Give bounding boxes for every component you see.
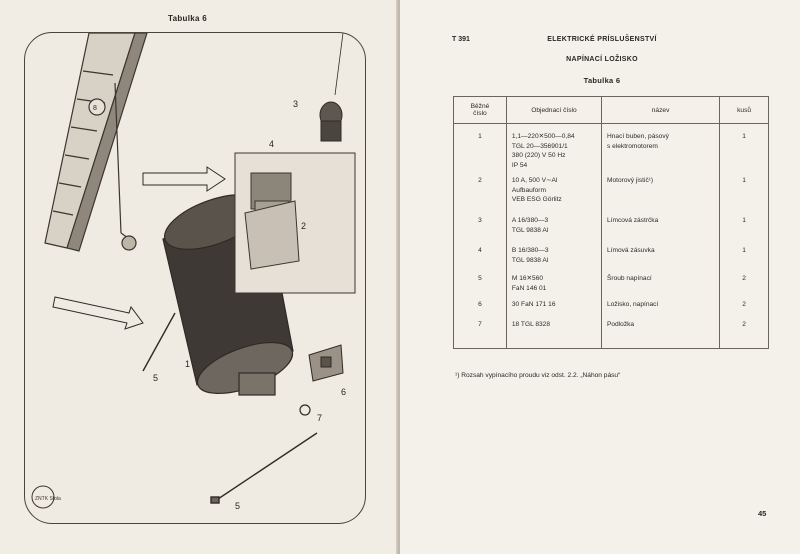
cell-number: 7: [454, 316, 507, 349]
callout-7: 7: [317, 413, 323, 423]
cell-number: 1: [454, 124, 507, 173]
cell-order-number: A 16/380—3 TGL 9838 Al: [506, 212, 601, 242]
cell-name: Límová zásuvka: [601, 242, 719, 270]
callout-2: 2: [301, 221, 307, 231]
cell-name: Hnací buben, pásový s elektromotorem: [601, 124, 719, 173]
plug-illustration: [320, 33, 343, 141]
cell-name: Šroub napínací: [601, 270, 719, 296]
callout-5-lower: 5: [235, 501, 241, 511]
table-row: [454, 212, 769, 242]
table-row: [454, 316, 769, 349]
table-row: [454, 270, 769, 296]
cell-quantity: 1: [720, 212, 769, 242]
callout-5-upper: 5: [153, 373, 159, 383]
column-header-order-number: Objednací číslo: [506, 97, 601, 124]
cell-quantity: 1: [720, 242, 769, 270]
table-row: [454, 124, 769, 173]
cell-order-number: M 16✕560 FaN 146 01: [506, 270, 601, 296]
stamp-text: ZNTK Stola: [35, 496, 61, 502]
cell-number: 3: [454, 212, 507, 242]
cell-name: Motorový jistič¹): [601, 172, 719, 212]
cell-number: 4: [454, 242, 507, 270]
footnote: ¹) Rozsah vypínacího proudu viz odst. 2.2. „Náhon pásu“: [455, 372, 621, 379]
cell-quantity: 2: [720, 316, 769, 349]
document-code: T 391: [452, 36, 470, 43]
column-header-name: název: [601, 97, 719, 124]
left-page: [0, 0, 398, 554]
cell-number: 2: [454, 172, 507, 212]
conveyor-illustration: [45, 33, 147, 251]
cell-quantity: 1: [720, 124, 769, 173]
publisher-stamp: [32, 486, 61, 508]
cell-order-number: 10 A, 500 V∼Al Aufbauform VEB ESG Görlitz: [506, 172, 601, 212]
cell-number: 5: [454, 270, 507, 296]
callout-4: 4: [269, 139, 275, 149]
column-header-quantity: kusů: [720, 97, 769, 124]
callout-6: 6: [341, 387, 347, 397]
column-header-number: Běžné číslo: [454, 97, 507, 124]
table-row: [454, 296, 769, 316]
washer-illustration: [300, 405, 310, 415]
callout-1: 1: [185, 359, 191, 369]
section-heading: ELEKTRICKÉ PRÍSLUŠENSTVÍ: [547, 36, 657, 43]
table-row: [454, 172, 769, 212]
cell-quantity: 2: [720, 270, 769, 296]
table-header-row: [454, 97, 769, 124]
right-table-title: Tabulka 6: [583, 76, 621, 85]
left-table-title: Tabulka 6: [168, 14, 208, 23]
page-number: 45: [758, 509, 767, 518]
callout-3: 3: [293, 99, 299, 109]
cell-name: Podložka: [601, 316, 719, 349]
section-subheading: NAPÍNACÍ LOŽISKO: [566, 56, 638, 63]
cell-order-number: 30 FaN 171 16: [506, 296, 601, 316]
svg-text:8: 8: [93, 105, 97, 112]
table-row: [454, 242, 769, 270]
cell-name: Ložisko, napínací: [601, 296, 719, 316]
cell-name: Límcová zástrčka: [601, 212, 719, 242]
switch-box-illustration: [235, 153, 355, 293]
cell-order-number: 18 TGL 8328: [506, 316, 601, 349]
cell-quantity: 2: [720, 296, 769, 316]
tension-bearing-illustration: [309, 345, 343, 381]
parts-table: [453, 96, 769, 349]
cell-order-number: 1,1—220✕500—0,84 TGL 20—356901/1 380 (220) V 50 Hz IP 54: [506, 124, 601, 173]
exploded-view-figure: [24, 32, 366, 524]
cell-order-number: B 16/380—3 TGL 9838 Al: [506, 242, 601, 270]
exploded-view-drawing: [25, 33, 365, 523]
cell-quantity: 1: [720, 172, 769, 212]
cell-number: 6: [454, 296, 507, 316]
